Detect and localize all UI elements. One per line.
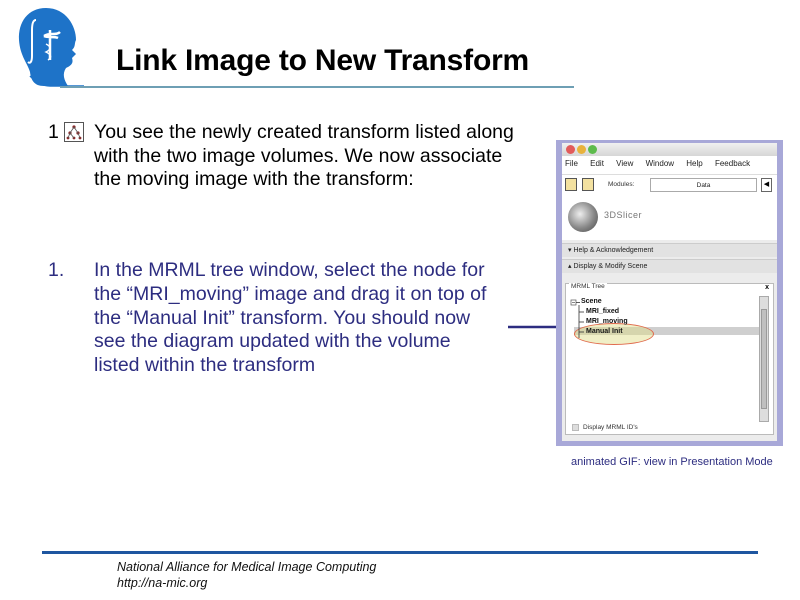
panel-display-modify-scene[interactable]: ▴ Display & Modify Scene — [562, 259, 777, 273]
footer-url[interactable]: http://na-mic.org — [117, 576, 208, 590]
step-item — [48, 259, 498, 378]
slicer-brand-text: 3DSlicer — [604, 210, 643, 220]
mrml-tree-frame — [565, 283, 774, 435]
panel-help-acknowledgement[interactable]: ▾ Help & Acknowledgement — [562, 243, 777, 257]
tree-node-scene[interactable]: Scene — [581, 298, 602, 305]
transform-tree-icon — [64, 122, 84, 142]
footer — [117, 559, 376, 591]
close-window-button[interactable] — [566, 145, 575, 154]
scrollbar-thumb[interactable] — [761, 309, 767, 409]
slicer-screenshot — [556, 140, 783, 446]
title-underline — [60, 86, 574, 88]
intro-text: You see the newly created transform listed along with the two image volumes. We now associate the moving image with the transform: — [94, 121, 514, 190]
window-titlebar — [562, 143, 777, 156]
mrml-tree-title: MRML Tree — [571, 283, 605, 290]
tree-node-mri-fixed[interactable]: MRI_fixed — [586, 308, 620, 315]
display-mrml-ids-row — [572, 424, 638, 431]
footer-org: National Alliance for Medical Image Computing — [117, 560, 377, 574]
step-text: In the MRML tree window, select the node for the “MRI_moving” image and drag it on top of the “Manual Init” transform. You should now see the diagram updated with the volume listed within the transform — [94, 259, 487, 377]
intro-number: 1 — [48, 121, 59, 143]
menu-window[interactable]: Window — [645, 159, 675, 168]
tree-scrollbar[interactable] — [759, 296, 769, 422]
toolbar — [562, 174, 777, 196]
display-mrml-ids-label: Display MRML ID's — [583, 424, 638, 432]
tree-node-manual-init[interactable]: Manual Init — [586, 328, 623, 335]
save-scene-icon[interactable] — [582, 178, 594, 191]
footer-rule — [42, 551, 758, 554]
tree-node-mri-moving[interactable]: MRI_moving — [586, 318, 628, 325]
close-icon[interactable]: x — [765, 284, 769, 291]
load-scene-icon[interactable] — [565, 178, 577, 191]
menu-help[interactable]: Help — [686, 159, 703, 168]
slide-title: Link Image to New Transform — [116, 44, 530, 77]
slicer-brand — [562, 196, 777, 240]
menu-bar — [562, 156, 777, 174]
step-number: 1. — [48, 259, 65, 281]
display-mrml-ids-checkbox[interactable] — [572, 424, 579, 431]
zoom-window-button[interactable] — [588, 145, 597, 154]
namic-head-logo-icon — [14, 6, 84, 88]
intro-paragraph — [48, 121, 518, 192]
menu-file[interactable]: File — [565, 159, 578, 168]
menu-view[interactable]: View — [616, 159, 634, 168]
menu-feedback[interactable]: Feedback — [714, 159, 751, 168]
slicer-logo-icon — [568, 202, 598, 232]
modules-select[interactable]: Data — [650, 178, 757, 192]
prev-module-button[interactable]: ◀ — [761, 178, 772, 192]
screenshot-caption: animated GIF: view in Presentation Mode — [571, 456, 773, 468]
slicer-window — [562, 143, 777, 441]
mrml-tree — [570, 294, 760, 420]
minimize-window-button[interactable] — [577, 145, 586, 154]
menu-edit[interactable]: Edit — [590, 159, 604, 168]
modules-label: Modules: — [608, 181, 635, 188]
